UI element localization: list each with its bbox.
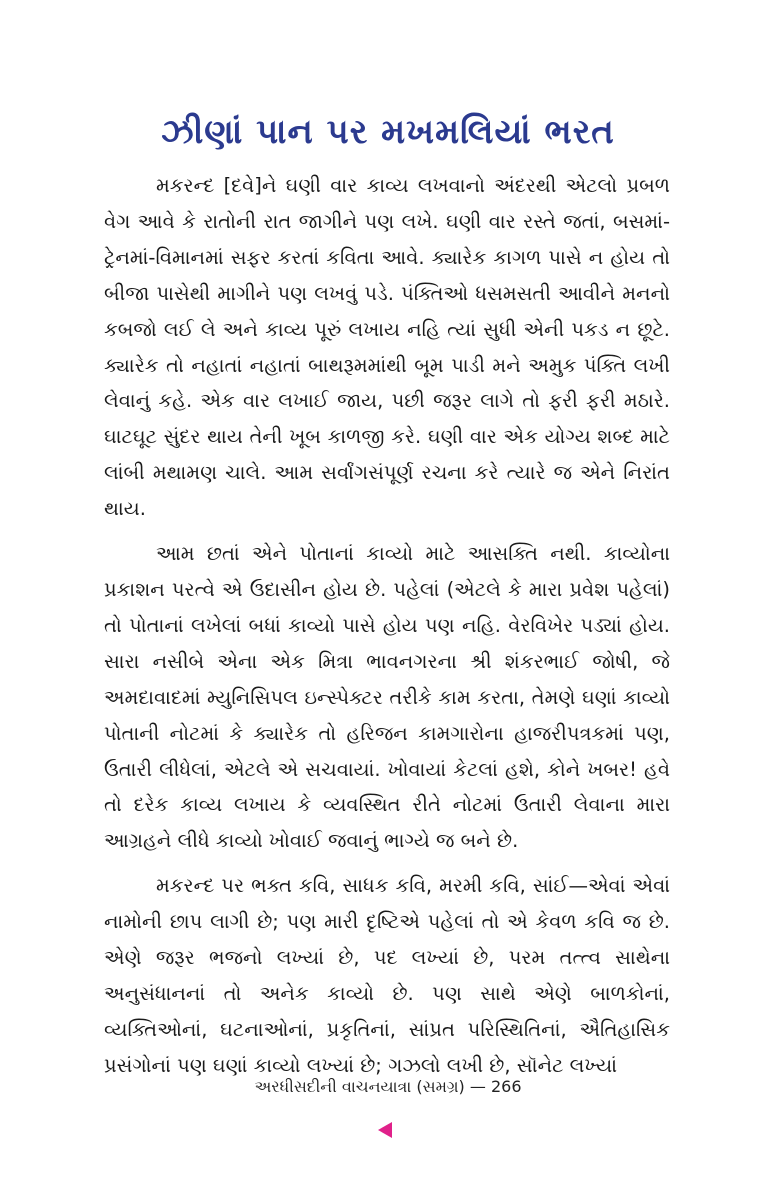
paragraph: મકરન્દ પર ભક્ત કવિ, સાધક કવિ, મરમી કવિ, સાંઈ—એવાં એવાં નામોની છાપ લાગી છે; પણ મારી દૃષ્ટિએ પહેલાં તો એ કેવળ કવિ જ છે. એણે જરૂર ભજનો લખ્યાં છે, પદ લખ્યાં છે, પરમ તત્ત્વ સાથેના અનુસંધાનનાં તો અનેક કાવ્યો છે. પણ સાથે એણે બાળકોનાં, વ્યક્તિઓનાં, ઘટનાઓનાં, પ્રકૃતિનાં, સાંપ્રત પરિસ્થિતિનાં, ઐતિહાસિક પ્રસંગોનાં પણ ઘણાં કાવ્યો લખ્યાં છે; ગઝલો લખી છે, સૉનેટ લખ્યાં [104, 874, 670, 1077]
page-footer: અરધીસદીની વાચનયાત્રા (સમગ્ર) — 266 [254, 1077, 522, 1096]
paragraph: આમ છતાં એને પોતાનાં કાવ્યો માટે આસક્તિ નથી. કાવ્યોના પ્રકાશન પરત્વે એ ઉદાસીન હોય છે. પહેલાં (એટલે કે મારા પ્રવેશ પહેલાં) તો પોતાનાં લખેલાં બધાં કાવ્યો પાસે હોય પણ નહિ. વેરવિખેર પડ્યાં હોય. સારા નસીબે એના એક મિત્રા ભાવનગરના શ્રી શંકરભાઈ જોષી, જે અમદાવાદમાં મ્યુનિસિપલ ઇન્સ્પેક્ટર તરીકે કામ કરતા, તેમણે ઘણાં કાવ્યો પોતાની નોટમાં કે ક્યારેક તો હરિજન કામગારોના હાજરીપત્રકમાં પણ, ઉતારી લીધેલાં, એટલે એ સચવાયાં. ખોવાયાં કેટલાં હશે, કોને ખબર! હવે તો દરેક કાવ્ય લખાય કે વ્યવસ્થિત રીતે નોટમાં ઉતારી લેવાના મારા આગ્રહને લીધે કાવ્યો ખોવાઈ જવાનું ભાગ્યે જ બને છે. [104, 542, 670, 853]
page-title: ઝીણાં પાન પર મખમલિયાં ભરત [161, 112, 615, 152]
previous-page-arrow-icon[interactable] [378, 1122, 392, 1138]
body-text [104, 168, 670, 1093]
paragraph: મકરન્દ [દવે]ને ઘણી વાર કાવ્ય લખવાનો અંદરથી એટલો પ્રબળ વેગ આવે કે રાતોની રાત જાગીને પણ લખે. ઘણી વાર રસ્તે જતાં, બસમાં-ટ્રેનમાં-વિમાનમાં સફર કરતાં કવિતા આવે. ક્યારેક કાગળ પાસે ન હોય તો બીજા પાસેથી માગીને પણ લખવું પડે. પંક્તિઓ ધસમસતી આવીને મનનો કબજો લઈ લે અને કાવ્ય પૂરું લખાય નહિ ત્યાં સુધી એની પકડ ન છૂટે. ક્યારેક તો નહાતાં નહાતાં બાથરૂમમાંથી બૂમ પાડી મને અમુક પંક્તિ લખી લેવાનું કહે. એક વાર લખાઈ જાય, પછી જરૂર લાગે તો ફરી ફરી મઠારે. ઘાટઘૂટ સુંદર થાય તેની ખૂબ કાળજી કરે. ઘણી વાર એક યોગ્ય શબ્દ માટે લાંબી મથામણ ચાલે. આમ સર્વાંગસંપૂર્ણ રચના કરે ત્યારે જ એને નિરાંત થાય. [104, 174, 670, 521]
